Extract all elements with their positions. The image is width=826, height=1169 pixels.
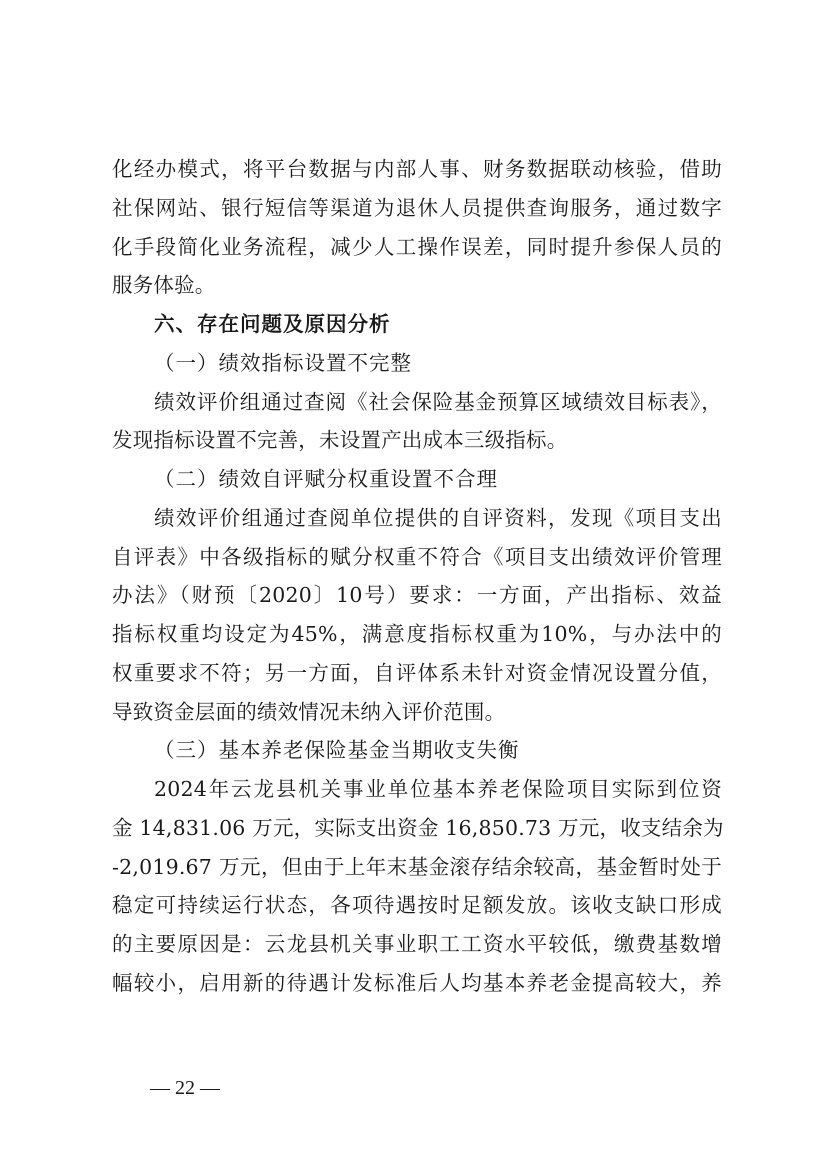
text-line: 稳定可持续运行状态，各项待遇按时足额发放。该收支缺口形成 <box>112 893 722 918</box>
text-line: 服务体验。 <box>112 273 216 298</box>
text-line: 2024年云龙县机关事业单位基本养老保险项目实际到位资 <box>154 777 722 801</box>
text-line: 自评表》中各级指标的赋分权重不符合《项目支出绩效评价管理 <box>112 544 722 569</box>
page-number: — 22 — <box>150 1077 220 1099</box>
text-line: -2,019.67 万元，但由于上年末基金滚存结余较高，基金暂时处于 <box>112 854 722 879</box>
text-line: 的主要原因是：云龙县机关事业职工工资水平较低，缴费基数增 <box>112 932 722 956</box>
text-line: 绩效评价组通过查阅单位提供的自评资料，发现《项目支出 <box>154 505 722 530</box>
document-body <box>112 150 722 1003</box>
text-line: 化经办模式，将平台数据与内部人事、财务数据联动核验，借助 <box>112 157 722 181</box>
text-line: 办法》（财预〔2020〕10号）要求：一方面，产出指标、效益 <box>112 583 722 608</box>
text-line: 指标权重均设定为45%，满意度指标权重为10%，与办法中的 <box>112 622 722 646</box>
subsection-heading: （一）绩效指标设置不完整 <box>154 350 412 375</box>
section-heading: 六、存在问题及原因分析 <box>154 312 391 336</box>
text-line: 金 14,831.06 万元，实际支出资金 16,850.73 万元，收支结余为 <box>112 815 724 840</box>
text-line: 化手段简化业务流程，减少人工操作误差，同时提升参保人员的 <box>112 234 722 259</box>
subsection-heading: （三）基本养老保险基金当期收支失衡 <box>154 738 520 763</box>
text-line: 发现指标设置不完善，未设置产出成本三级指标。 <box>112 428 568 453</box>
text-line: 权重要求不符；另一方面，自评体系未针对资金情况设置分值， <box>112 660 722 685</box>
text-line: 社保网站、银行短信等渠道为退休人员提供查询服务，通过数字 <box>112 195 722 220</box>
text-line: 导致资金层面的绩效情况未纳入评价范围。 <box>112 699 506 724</box>
text-line: 绩效评价组通过查阅《社会保险基金预算区域绩效目标表》， <box>154 389 722 414</box>
text-line: 幅较小，启用新的待遇计发标准后人均基本养老金提高较大，养 <box>112 970 722 995</box>
subsection-heading: （二）绩效自评赋分权重设置不合理 <box>154 467 498 491</box>
